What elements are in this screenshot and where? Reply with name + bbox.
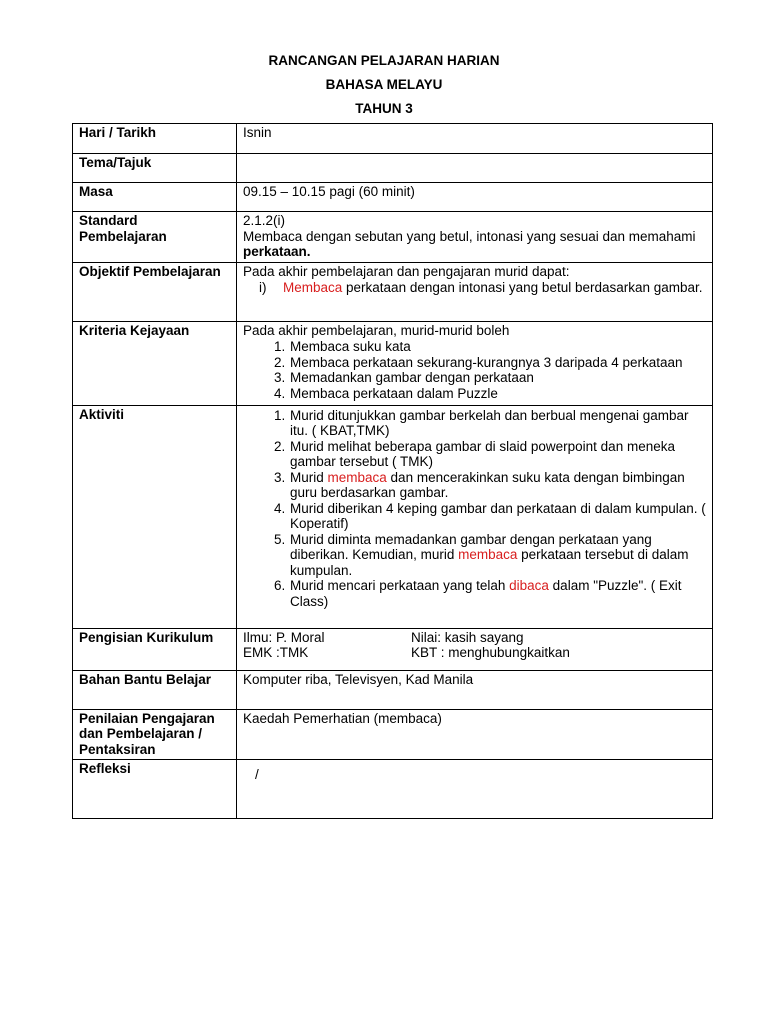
objektif-item-text	[283, 280, 706, 296]
title-line-3: TAHUN 3	[355, 101, 413, 116]
aktiviti-6-pre: Murid mencari perkataan yang telah	[290, 578, 510, 593]
row-kriteria	[73, 321, 713, 405]
value-objektif	[237, 262, 713, 321]
row-aktiviti	[73, 405, 713, 628]
standard-text-normal: Membaca dengan sebutan yang betul, intonasi yang sesuai dan memahami	[243, 228, 696, 244]
kurikulum-line-2	[243, 645, 706, 661]
objektif-intro: Pada akhir pembelajaran dan pengajaran murid dapat:	[243, 263, 570, 279]
value-bahan: Komputer riba, Televisyen, Kad Manila	[237, 670, 713, 709]
lesson-plan-table	[72, 123, 713, 819]
objektif-item-rest: perkataan dengan intonasi yang betul berdasarkan gambar.	[342, 280, 703, 295]
row-kurikulum	[73, 628, 713, 670]
kurikulum-nilai: Nilai: kasih sayang	[411, 629, 524, 645]
label-masa: Masa	[73, 183, 237, 212]
refleksi-mark: /	[255, 767, 259, 782]
label-hari-tarikh: Hari / Tarikh	[73, 124, 237, 154]
label-refleksi: Refleksi	[73, 760, 237, 819]
kurikulum-ilmu: Ilmu: P. Moral	[243, 629, 325, 645]
label-standard	[73, 212, 237, 263]
value-hari-tarikh: Isnin	[237, 124, 713, 154]
aktiviti-6-red: dibaca	[509, 578, 549, 593]
aktiviti-list	[243, 408, 706, 610]
kurikulum-line-1	[243, 630, 706, 646]
value-kurikulum	[237, 628, 713, 670]
aktiviti-3-pre: Murid	[290, 469, 328, 485]
standard-code: 2.1.2(i)	[243, 213, 286, 228]
aktiviti-5-pre: Murid diminta memadankan gambar dengan perkataan yang diberikan. Kemudian, murid	[290, 531, 652, 562]
label-objektif: Objektif Pembelajaran	[73, 262, 237, 321]
list-item: 1. Membaca suku kata	[289, 339, 706, 355]
value-standard	[237, 212, 713, 263]
aktiviti-3-red: membaca	[327, 469, 387, 485]
standard-text	[243, 229, 706, 260]
label-kriteria: Kriteria Kejayaan	[73, 321, 237, 405]
row-bahan	[73, 670, 713, 709]
kurikulum-emk: EMK :TMK	[243, 645, 309, 660]
value-refleksi	[237, 760, 713, 819]
row-refleksi	[73, 760, 713, 819]
aktiviti-5-red: membaca	[458, 547, 518, 562]
label-kurikulum: Pengisian Kurikulum	[73, 628, 237, 670]
value-aktiviti	[237, 405, 713, 628]
row-hari-tarikh	[73, 124, 713, 154]
title-line-1: RANCANGAN PELAJARAN HARIAN	[268, 53, 500, 68]
label-bahan: Bahan Bantu Belajar	[73, 670, 237, 709]
row-tema-tajuk	[73, 154, 713, 183]
label-standard-line1: Standard	[79, 213, 138, 228]
kriteria-list	[243, 339, 706, 401]
row-penilaian	[73, 709, 713, 760]
list-item: 2. Murid melihat beberapa gambar di slaid powerpoint dan meneka gambar tersebut ( TMK)	[289, 439, 706, 470]
label-penilaian-line2: dan Pembelajaran /	[79, 726, 203, 741]
label-penilaian-line3: Pentaksiran	[79, 741, 156, 757]
kurikulum-kbt: KBT : menghubungkaitkan	[411, 645, 570, 660]
row-masa	[73, 183, 713, 212]
list-item: 4. Membaca perkataan dalam Puzzle	[289, 386, 706, 402]
list-item	[289, 532, 706, 579]
value-penilaian: Kaedah Pemerhatian (membaca)	[237, 709, 713, 760]
kriteria-intro: Pada akhir pembelajaran, murid-murid boleh	[243, 322, 510, 338]
aktiviti-6-post: dalam "Puzzle". ( Exit Class)	[290, 578, 682, 609]
list-item	[289, 470, 706, 501]
value-kriteria	[237, 321, 713, 405]
title-line-2: BAHASA MELAYU	[325, 77, 443, 92]
aktiviti-5-post: perkataan tersebut di dalam kumpulan.	[290, 547, 689, 578]
list-item: 3. Memadankan gambar dengan perkataan	[289, 370, 706, 386]
list-item	[289, 578, 706, 609]
aktiviti-3-post: dan mencerakinkan suku kata dengan bimbingan guru berdasarkan gambar.	[290, 469, 685, 500]
label-tema-tajuk: Tema/Tajuk	[73, 154, 237, 183]
label-standard-line2: Pembelajaran	[79, 228, 167, 244]
objektif-item	[243, 280, 706, 296]
label-penilaian-line1: Penilaian Pengajaran	[79, 710, 215, 726]
label-penilaian	[73, 709, 237, 760]
objektif-item-number: i)	[259, 280, 267, 295]
row-objektif	[73, 262, 713, 321]
list-item: 1. Murid ditunjukkan gambar berkelah dan berbual mengenai gambar itu. ( KBAT,TMK)	[289, 408, 706, 439]
objektif-item-red: Membaca	[283, 280, 343, 295]
standard-text-bold: perkataan.	[243, 244, 311, 259]
list-item: 2. Membaca perkataan sekurang-kurangnya 3 daripada 4 perkataan	[289, 355, 706, 371]
value-tema-tajuk	[237, 154, 713, 183]
value-masa: 09.15 – 10.15 pagi (60 minit)	[237, 183, 713, 212]
list-item: 4. Murid diberikan 4 keping gambar dan perkataan di dalam kumpulan. ( Koperatif)	[289, 501, 706, 532]
row-standard	[73, 212, 713, 263]
label-aktiviti: Aktiviti	[73, 405, 237, 628]
